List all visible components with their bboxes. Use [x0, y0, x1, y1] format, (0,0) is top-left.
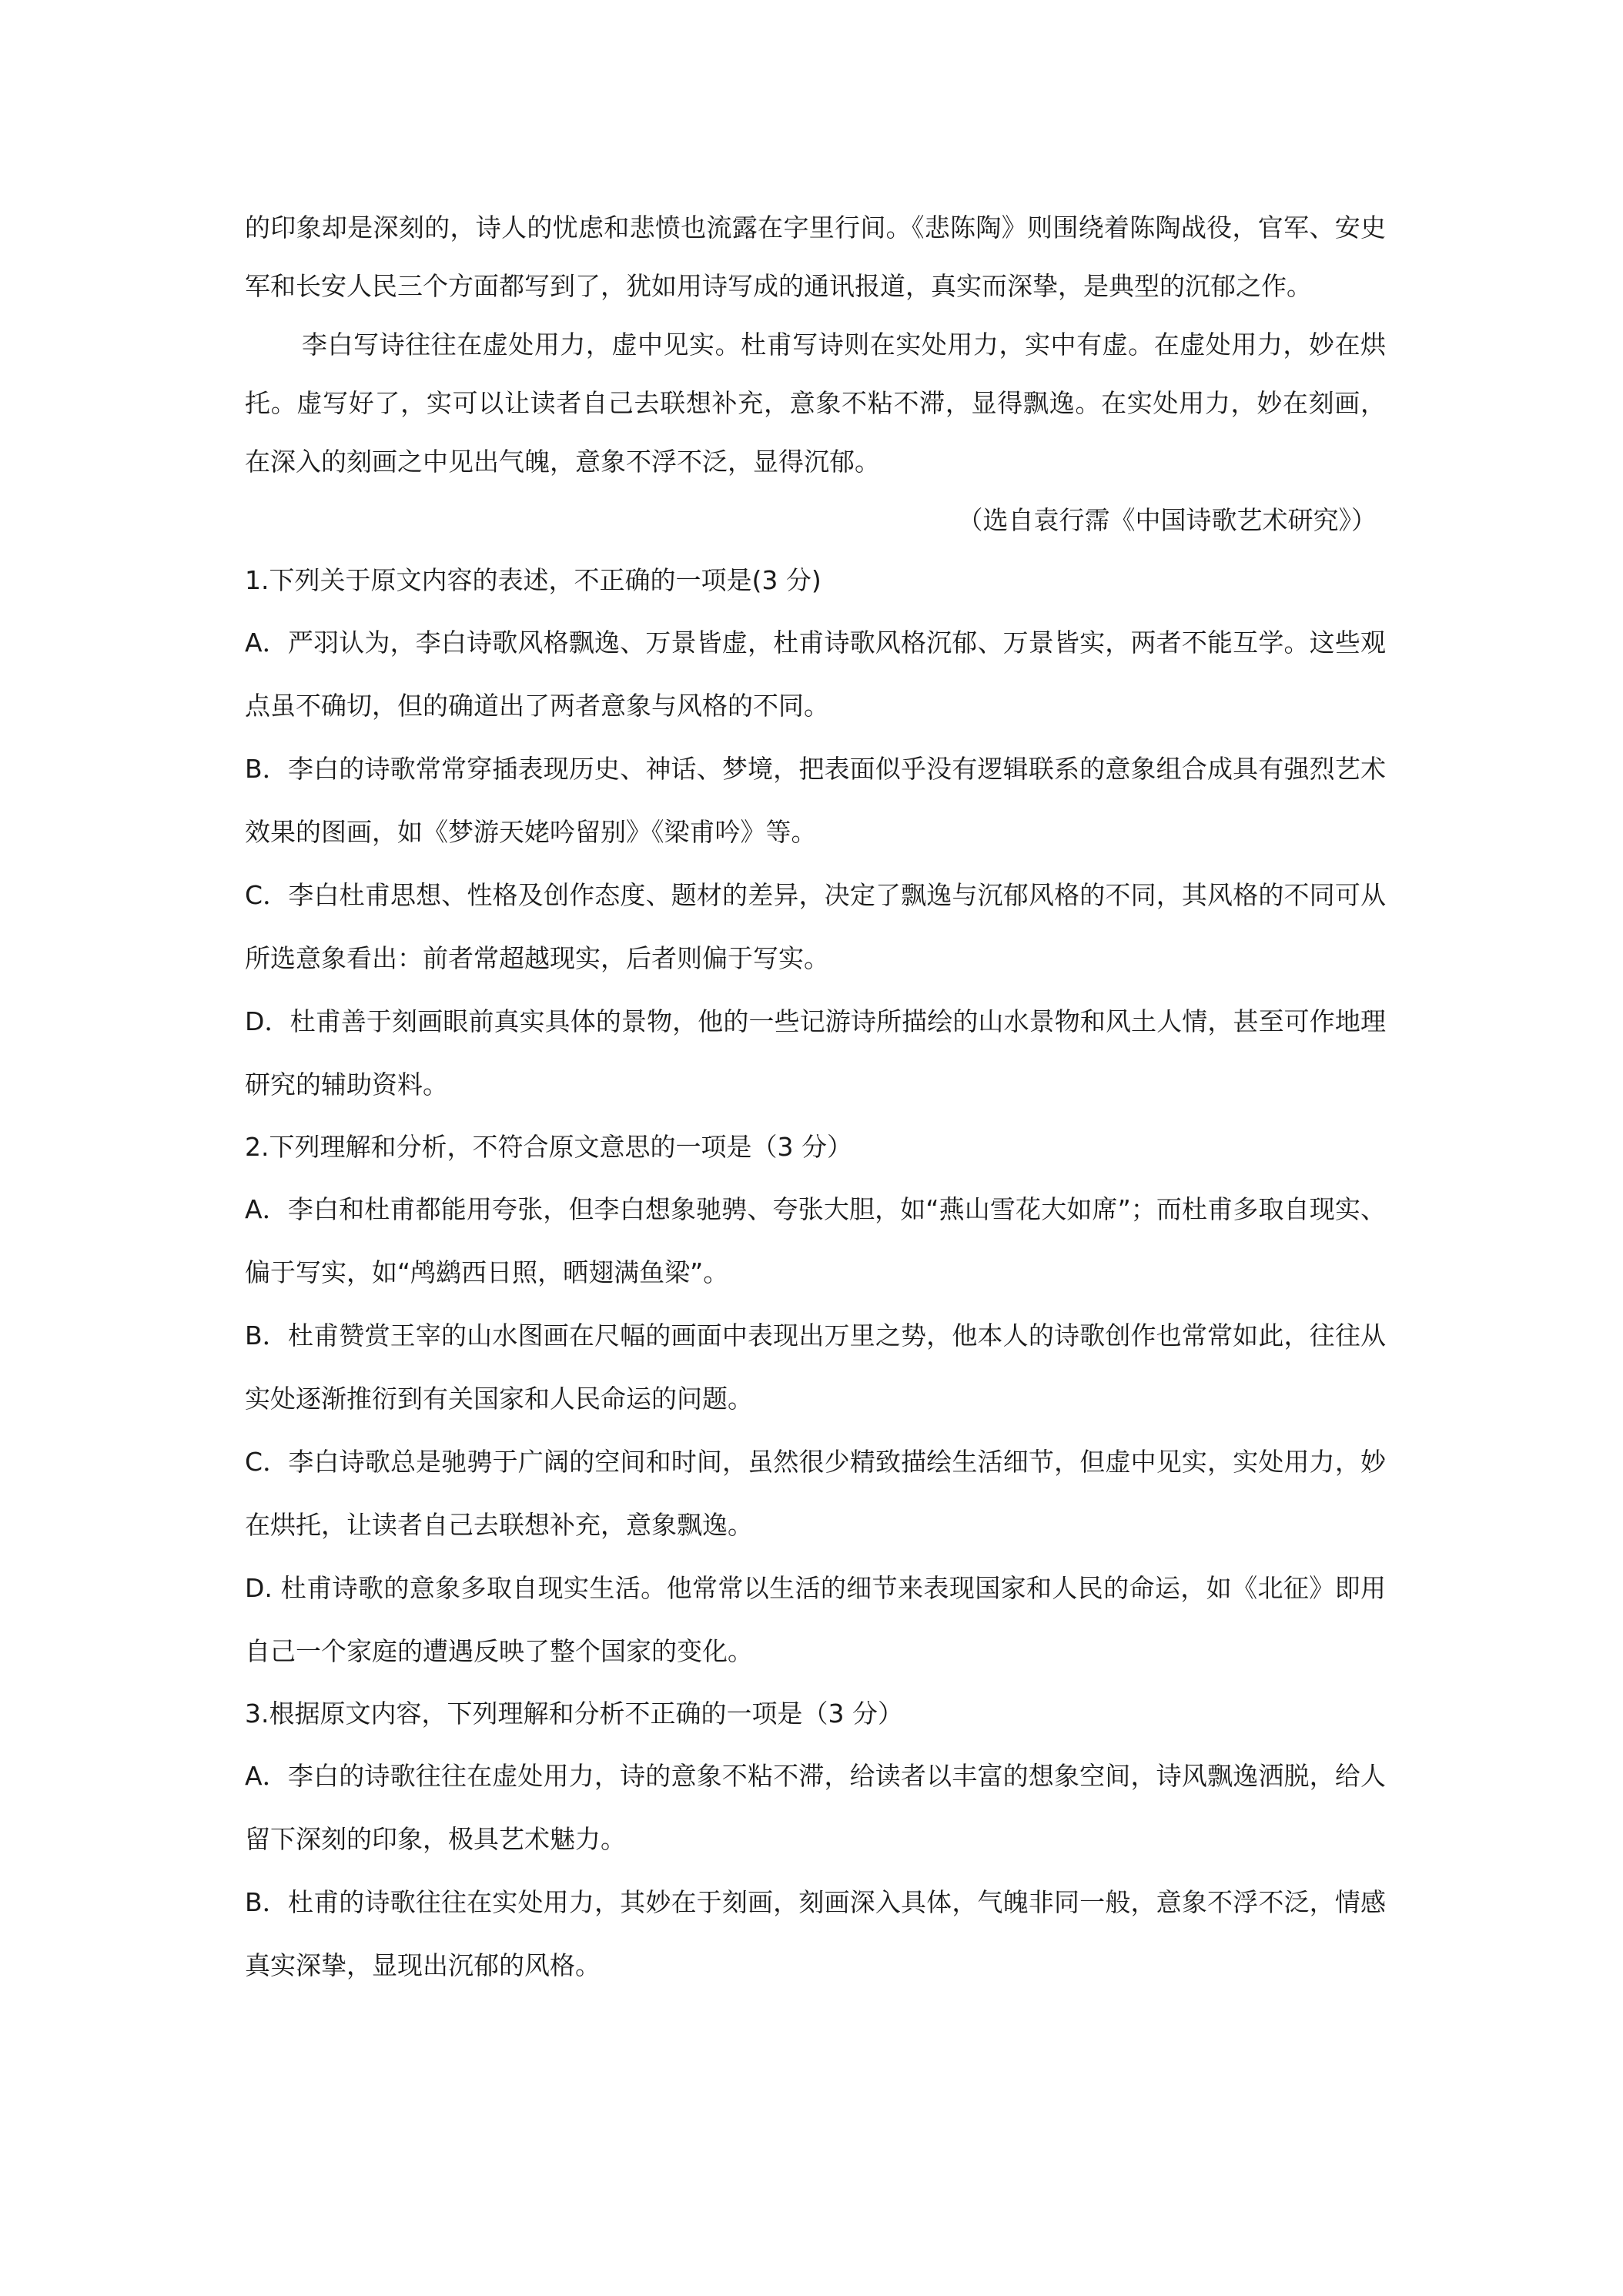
document-page	[245, 199, 1386, 1997]
option-b: B．李白的诗歌常常穿插表现历史、神话、梦境，把表面似乎没有逻辑联系的意象组合成具有强烈艺术效果的图画，如《梦游天姥吟留别》《梁甫吟》等。	[245, 754, 1386, 847]
question-stem: 1.下列关于原文内容的表述，不正确的一项是(3 分)	[245, 565, 822, 595]
option-a: A．严羽认为，李白诗歌风格飘逸、万景皆虚，杜甫诗歌风格沉郁、万景皆实，两者不能互学。这些观点虽不确切，但的确道出了两者意象与风格的不同。	[245, 628, 1386, 721]
option-a: A．李白的诗歌往往在虚处用力，诗的意象不粘不滞，给读者以丰富的想象空间，诗风飘逸洒脱，给人留下深刻的印象，极具艺术魅力。	[245, 1761, 1386, 1854]
passage-paragraph-1: 的印象却是深刻的，诗人的忧虑和悲愤也流露在字里行间。《悲陈陶》则围绕着陈陶战役，官军、安史军和长安人民三个方面都写到了，犹如用诗写成的通讯报道，真实而深挚，是典型的沉郁之作。	[245, 213, 1386, 301]
option-c: C．李白诗歌总是驰骋于广阔的空间和时间，虽然很少精致描绘生活细节，但虚中见实，实处用力，妙在烘托，让读者自己去联想补充，意象飘逸。	[245, 1447, 1386, 1540]
passage-source: （选自袁行霈《中国诗歌艺术研究》）	[957, 505, 1377, 535]
option-c: C．李白杜甫思想、性格及创作态度、题材的差异，决定了飘逸与沉郁风格的不同，其风格的不同可从所选意象看出：前者常超越现实，后者则偏于写实。	[245, 880, 1386, 973]
option-a: A．李白和杜甫都能用夸张，但李白想象驰骋、夸张大胆，如“燕山雪花大如席”；而杜甫多取自现实、偏于写实，如“鸬鹚西日照，晒翅满鱼梁”。	[245, 1194, 1386, 1287]
question-3	[245, 1683, 1386, 1997]
option-b: B．杜甫赞赏王宰的山水图画在尺幅的画面中表现出万里之势，他本人的诗歌创作也常常如此，往往从实处逐渐推衍到有关国家和人民命运的问题。	[245, 1320, 1386, 1414]
question-stem: 3.根据原文内容，下列理解和分析不正确的一项是（3 分）	[245, 1699, 903, 1729]
question-2	[245, 1116, 1386, 1683]
question-1	[245, 550, 1386, 1116]
passage-paragraph-2: 李白写诗往往在虚处用力，虚中见实。杜甫写诗则在实处用力，实中有虚。在虚处用力，妙在烘托。虚写好了，实可以让读者自己去联想补充，意象不粘不滞，显得飘逸。在实处用力，妙在刻画，在深入的刻画之中见出气魄，意象不浮不泛，显得沉郁。	[245, 330, 1386, 477]
question-stem: 2.下列理解和分析，不符合原文意思的一项是（3 分）	[245, 1132, 852, 1162]
option-d: D．杜甫善于刻画眼前真实具体的景物，他的一些记游诗所描绘的山水景物和风土人情，甚至可作地理研究的辅助资料。	[245, 1006, 1386, 1099]
option-b: B．杜甫的诗歌往往在实处用力，其妙在于刻画，刻画深入具体，气魄非同一般，意象不浮不泛，情感真实深挚，显现出沉郁的风格。	[245, 1887, 1386, 1980]
option-d: D. 杜甫诗歌的意象多取自现实生活。他常常以生活的细节来表现国家和人民的命运，如《北征》即用自己一个家庭的遭遇反映了整个国家的变化。	[245, 1573, 1386, 1666]
